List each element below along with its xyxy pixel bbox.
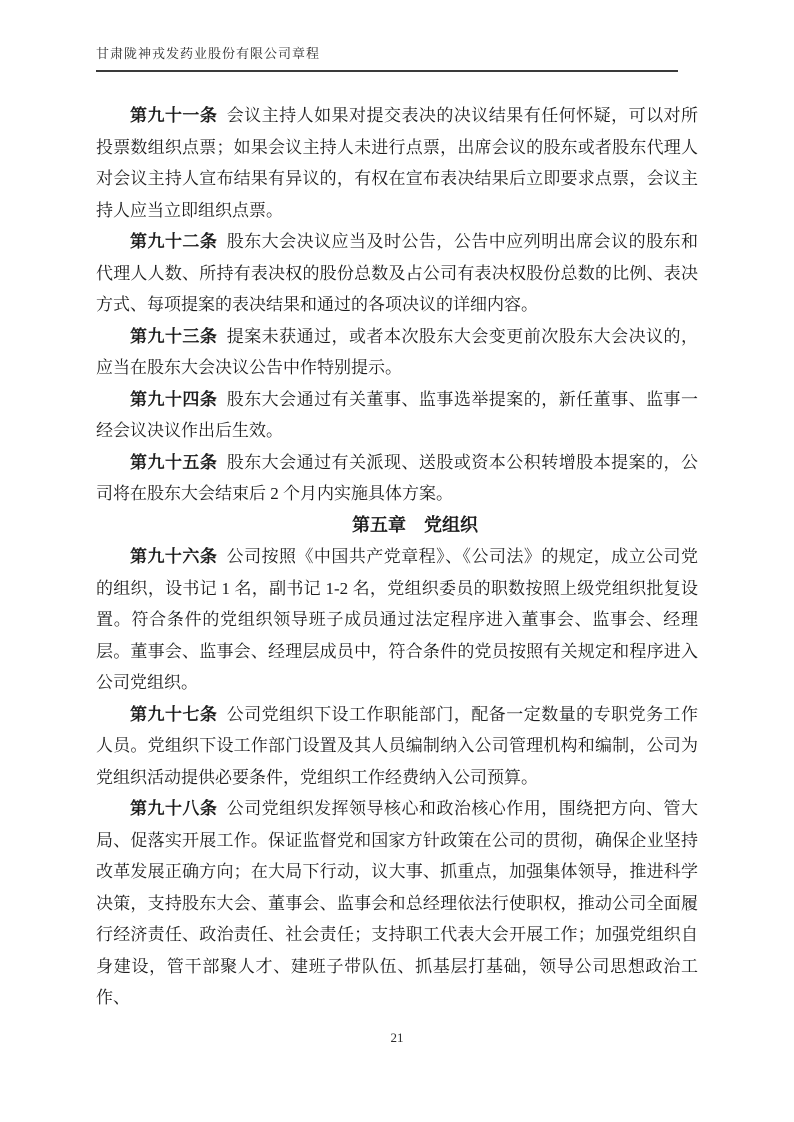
article-95-text: 股东大会通过有关派现、送股或资本公积转增股本提案的，公司将在股东大会结束后 2 个月内实施具体方案。 bbox=[96, 452, 699, 503]
article-98-text: 公司党组织发挥领导核心和政治核心作用，围绕把方向、管大局、促落实开展工作。保证监督党和国家方针政策在公司的贯彻，确保企业坚持改革发展正确方向；在大局下行动，议大事、抓重点，加强集体领导，推进科学决策，支持股东大会、董事会、监事会和总经理依法行使职权，推动公司全面履行经济责任、政治责任、社会责任；支持职工代表大会开展工作；加强党组织自身建设，管干部聚人才、建班子带队伍、抓基层打基础，领导公司思想政治工作、 bbox=[96, 799, 699, 1007]
document-title: 甘肃陇神戎发药业股份有限公司章程 bbox=[96, 46, 321, 61]
article-94-text: 股东大会通过有关董事、监事选举提案的，新任董事、监事一经会议决议作出后生效。 bbox=[96, 389, 699, 440]
article-94 bbox=[96, 384, 698, 447]
article-93 bbox=[96, 321, 698, 384]
article-96-number: 第九十六条 bbox=[130, 547, 218, 566]
article-98-number: 第九十八条 bbox=[130, 799, 218, 818]
article-93-number: 第九十三条 bbox=[130, 326, 218, 346]
article-92-text: 股东大会决议应当及时公告，公告中应列明出席会议的股东和代理人人数、所持有表决权的股份总数及占公司有表决权股份总数的比例、表决方式、每项提案的表决结果和通过的各项决议的详细内容。 bbox=[96, 232, 699, 314]
article-93-text: 提案未获通过，或者本次股东大会变更前次股东大会决议的，应当在股东大会决议公告中作特别提示。 bbox=[96, 326, 699, 377]
article-91-text: 会议主持人如果对提交表决的决议结果有任何怀疑，可以对所投票数组织点票；如果会议主持人未进行点票，出席会议的股东或者股东代理人对会议主持人宣布结果有异议的，有权在宣布表决结果后立即要求点票，会议主持人应当立即组织点票。 bbox=[96, 106, 699, 220]
article-97-text: 公司党组织下设工作职能部门，配备一定数量的专职党务工作人员。党组织下设工作部门设置及其人员编制纳入公司管理机构和编制，公司为党组织活动提供必要条件，党组织工作经费纳入公司预算。 bbox=[96, 704, 699, 787]
article-94-number: 第九十四条 bbox=[130, 389, 218, 409]
article-91-number: 第九十一条 bbox=[130, 106, 218, 125]
article-95-number: 第九十五条 bbox=[130, 452, 218, 472]
chapter-5-heading: 第五章 党组织 bbox=[352, 514, 478, 535]
article-92 bbox=[96, 226, 698, 321]
page-header bbox=[96, 44, 678, 72]
article-96 bbox=[96, 541, 698, 699]
article-95 bbox=[96, 447, 698, 510]
article-92-number: 第九十二条 bbox=[130, 232, 218, 251]
article-98 bbox=[96, 793, 698, 1014]
article-97-number: 第九十七条 bbox=[130, 704, 218, 724]
article-91 bbox=[96, 100, 698, 226]
page-number: 21 bbox=[390, 1030, 404, 1045]
article-96-text: 公司按照《中国共产党章程》、《公司法》的规定，成立公司党的组织，设书记 1 名，副书记 1-2 名，党组织委员的职数按照上级党组织批复设置。符合条件的党组织领导班子成员通过法定程序进入董事会、监事会、经理层。董事会、监事会、经理层成员中，符合条件的党员按照有关规定和程序进入公司党组织。 bbox=[96, 547, 699, 692]
article-97 bbox=[96, 699, 698, 794]
document-body bbox=[96, 100, 698, 1014]
